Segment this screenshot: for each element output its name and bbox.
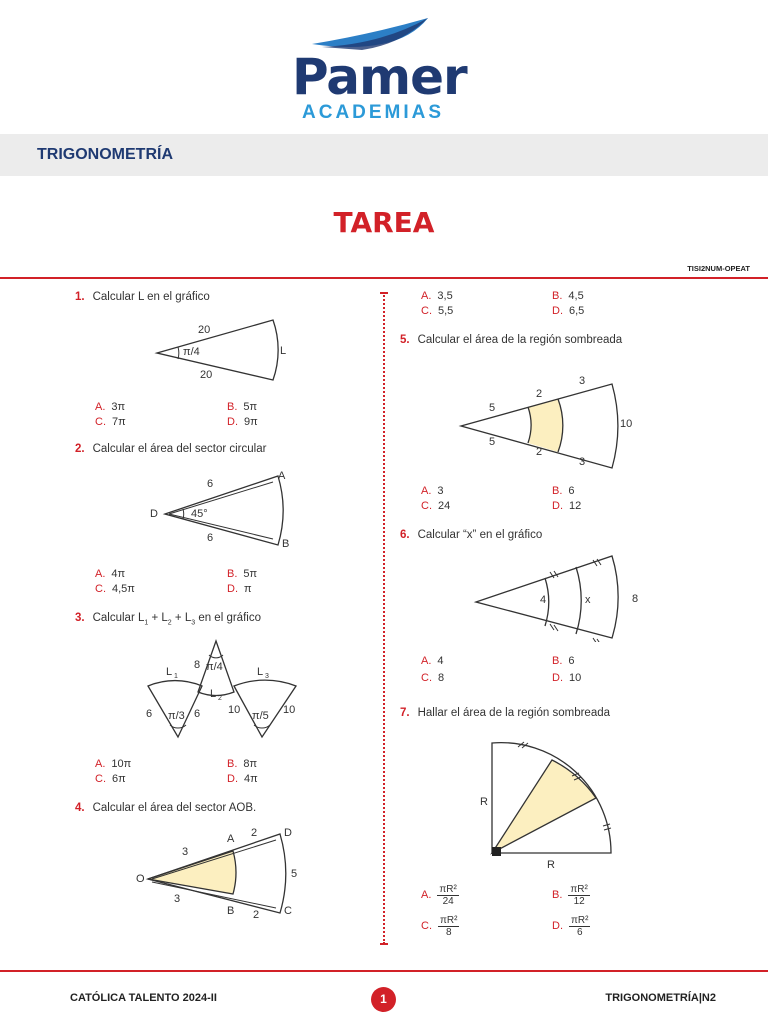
q1-angle: π/4 <box>183 346 200 358</box>
q3-option-b[interactable]: B. 8π <box>227 758 258 770</box>
q2-option-b[interactable]: B. 5π <box>227 568 258 580</box>
svg-text:2: 2 <box>536 388 543 400</box>
svg-text:1: 1 <box>174 673 178 680</box>
svg-text:6: 6 <box>207 532 214 544</box>
q7-option-d[interactable]: D. $\frac{\text{πR²}}{6}$ <box>552 915 589 938</box>
svg-text:2: 2 <box>251 827 258 839</box>
q1-option-c[interactable]: C. 7π <box>95 416 126 428</box>
divider-cap-bottom <box>380 943 388 945</box>
q1-arc: L <box>280 345 287 357</box>
q1-side-bottom: 20 <box>200 369 213 381</box>
question-3: 3. Calcular $L_1 + L_2 + L_3$ en el gráfico <box>75 612 261 627</box>
footer-rule <box>0 970 768 972</box>
figure-q5 <box>455 370 645 470</box>
q2-option-a[interactable]: A. 4π <box>95 568 126 580</box>
svg-text:3: 3 <box>579 456 586 468</box>
q6-option-d[interactable]: D. 10 <box>552 672 582 684</box>
question-7: 7. Hallar el área de la región sombreada <box>400 707 611 719</box>
q3-option-a[interactable]: A. 10π <box>95 758 132 770</box>
question-1 <box>75 291 210 303</box>
svg-text:π/4: π/4 <box>206 661 223 673</box>
svg-text:B: B <box>282 538 290 550</box>
svg-text:2: 2 <box>536 446 543 458</box>
q2-option-c[interactable]: C. 4,5π <box>95 583 135 595</box>
svg-text:D: D <box>284 827 292 839</box>
page-title: TAREA <box>333 206 435 239</box>
q1-option-d[interactable]: D. 9π <box>227 416 258 428</box>
svg-text:5: 5 <box>291 868 298 880</box>
svg-text:2: 2 <box>218 695 222 702</box>
svg-text:8: 8 <box>632 593 639 605</box>
q2-option-d[interactable]: D. π <box>227 583 252 595</box>
q3-option-c[interactable]: C. 6π <box>95 773 126 785</box>
q6-option-b[interactable]: B. 6 <box>552 655 575 667</box>
q1-side-top: 20 <box>198 324 211 336</box>
q6-option-c[interactable]: C. 8 <box>421 672 445 684</box>
question-6: 6. Calcular “x” en el gráfico <box>400 529 543 541</box>
svg-text:45°: 45° <box>191 508 208 520</box>
svg-text:6: 6 <box>146 708 153 720</box>
footer-course: CATÓLICA TALENTO 2024-II <box>70 992 217 1004</box>
svg-text:10: 10 <box>283 704 296 716</box>
q5-option-d[interactable]: D. 12 <box>552 500 582 512</box>
svg-text:R: R <box>547 859 555 871</box>
svg-text:3: 3 <box>579 375 586 387</box>
q5-option-b[interactable]: B. 6 <box>552 485 575 497</box>
svg-text:6: 6 <box>207 478 214 490</box>
svg-text:5: 5 <box>489 436 496 448</box>
figure-q1 <box>150 315 300 385</box>
svg-text:10: 10 <box>228 704 241 716</box>
document-code: TISI2NUM-OPEAT <box>687 264 750 273</box>
q4-option-b[interactable]: B. 4,5 <box>552 290 584 302</box>
svg-text:2: 2 <box>253 909 260 921</box>
page-number: 1 <box>371 987 396 1012</box>
q7-option-a[interactable]: A. $\frac{\text{πR²}}{24}$ <box>421 884 457 907</box>
svg-text:π/3: π/3 <box>168 710 185 722</box>
svg-text:3: 3 <box>182 846 189 858</box>
question-number: 1. <box>75 291 85 303</box>
q6-option-a[interactable]: A. 4 <box>421 655 444 667</box>
question-4: 4. Calcular el área del sector AOB. <box>75 802 257 814</box>
svg-text:5: 5 <box>489 402 496 414</box>
q1-option-b[interactable]: B. 5π <box>227 401 258 413</box>
svg-text:B: B <box>227 905 235 917</box>
logo-subtitle: ACADEMIAS <box>302 102 445 123</box>
svg-text:6: 6 <box>194 708 201 720</box>
q7-option-c[interactable]: C. $\frac{\text{πR²}}{8}$ <box>421 915 458 938</box>
figure-q2 <box>145 465 305 550</box>
q1-option-a[interactable]: A. 3π <box>95 401 126 413</box>
figure-q4 <box>130 822 330 922</box>
svg-text:x: x <box>585 594 591 606</box>
svg-text:4: 4 <box>540 594 547 606</box>
subject-title: TRIGONOMETRÍA <box>37 146 173 163</box>
subject-bar <box>0 134 768 176</box>
q3-option-d[interactable]: D. 4π <box>227 773 258 785</box>
question-5: 5. Calcular el área de la región sombreada <box>400 334 623 346</box>
divider-cap-top <box>380 292 388 294</box>
svg-text:A: A <box>278 470 286 482</box>
q4-option-a[interactable]: A. 3,5 <box>421 290 453 302</box>
question-2: 2. Calcular el área del sector circular <box>75 443 267 455</box>
pamer-logo <box>292 14 472 123</box>
column-divider <box>383 292 385 944</box>
svg-text:C: C <box>284 905 292 917</box>
svg-text:A: A <box>227 833 235 845</box>
header-rule <box>0 277 768 279</box>
q5-option-a[interactable]: A. 3 <box>421 485 444 497</box>
figure-q3 <box>140 635 305 745</box>
svg-text:8: 8 <box>194 659 201 671</box>
svg-text:D: D <box>150 508 158 520</box>
logo-wordmark: Pamer <box>292 48 467 106</box>
svg-text:L: L <box>210 688 217 700</box>
svg-text:O: O <box>136 873 145 885</box>
footer-subject: TRIGONOMETRÍA|N2 <box>605 992 716 1004</box>
svg-text:L: L <box>257 666 264 678</box>
svg-text:10: 10 <box>620 418 633 430</box>
figure-q7 <box>470 738 630 873</box>
q4-option-c[interactable]: C. 5,5 <box>421 305 454 317</box>
question-text: Calcular L en el gráfico <box>92 291 210 303</box>
figure-q6 <box>470 552 655 642</box>
svg-text:3: 3 <box>265 673 269 680</box>
svg-text:L: L <box>166 666 173 678</box>
svg-text:3: 3 <box>174 893 181 905</box>
svg-text:π/5: π/5 <box>252 710 269 722</box>
q5-option-c[interactable]: C. 24 <box>421 500 451 512</box>
q4-option-d[interactable]: D. 6,5 <box>552 305 585 317</box>
q7-option-b[interactable]: B. $\frac{\text{πR²}}{12}$ <box>552 884 588 907</box>
svg-text:R: R <box>480 796 488 808</box>
